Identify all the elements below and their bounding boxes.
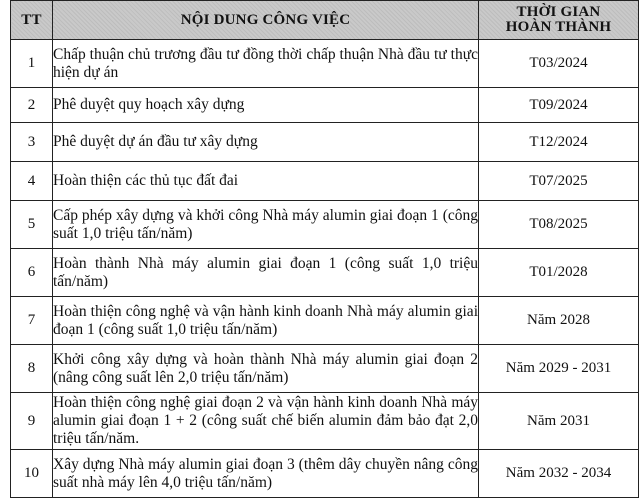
header-time-line1: THỜI GIAN bbox=[516, 4, 601, 20]
row-time: Năm 2029 - 2031 bbox=[479, 345, 639, 393]
table-row bbox=[11, 393, 639, 450]
table-row bbox=[11, 201, 639, 249]
table-row bbox=[11, 345, 639, 393]
row-number: 4 bbox=[11, 162, 53, 201]
row-time: T12/2024 bbox=[479, 123, 639, 162]
table-row bbox=[11, 249, 639, 297]
row-number: 6 bbox=[11, 249, 53, 297]
row-content: Hoàn thành Nhà máy alumin giai đoạn 1 (công suất 1,0 triệu tấn/năm) bbox=[53, 249, 479, 297]
row-number: 1 bbox=[11, 40, 53, 88]
header-content: NỘI DUNG CÔNG VIỆC bbox=[53, 1, 479, 40]
row-time: T09/2024 bbox=[479, 88, 639, 123]
table-row bbox=[11, 450, 639, 498]
row-content: Chấp thuận chủ trương đầu tư đồng thời chấp thuận Nhà đầu tư thực hiện dự án bbox=[53, 40, 479, 88]
row-content: Phê duyệt quy hoạch xây dựng bbox=[53, 88, 479, 123]
row-time: T01/2028 bbox=[479, 249, 639, 297]
table-row bbox=[11, 123, 639, 162]
table-row bbox=[11, 162, 639, 201]
row-content: Cấp phép xây dựng và khởi công Nhà máy alumin giai đoạn 1 (công suất 1,0 triệu tấn/năm) bbox=[53, 201, 479, 249]
row-number: 10 bbox=[11, 450, 53, 498]
header-tt: TT bbox=[11, 1, 53, 40]
row-number: 7 bbox=[11, 297, 53, 345]
row-time: T08/2025 bbox=[479, 201, 639, 249]
table-row bbox=[11, 88, 639, 123]
row-content: Khởi công xây dựng và hoàn thành Nhà máy alumin giai đoạn 2 (nâng công suất lên 2,0 triệu tấn/năm) bbox=[53, 345, 479, 393]
row-time: Năm 2031 bbox=[479, 393, 639, 450]
row-content: Hoàn thiện công nghệ giai đoạn 2 và vận hành kinh doanh Nhà máy alumin giai đoạn 1 + 2 (công suất chế biến alumin đảm bảo đạt 2,0 triệu tấn/năm. bbox=[53, 393, 479, 450]
row-number: 9 bbox=[11, 393, 53, 450]
row-number: 5 bbox=[11, 201, 53, 249]
table-row bbox=[11, 40, 639, 88]
table-header-row bbox=[11, 1, 639, 40]
row-time: Năm 2032 - 2034 bbox=[479, 450, 639, 498]
header-time bbox=[479, 1, 639, 40]
row-content: Hoàn thiện các thủ tục đất đai bbox=[53, 162, 479, 201]
row-number: 8 bbox=[11, 345, 53, 393]
row-content: Phê duyệt dự án đầu tư xây dựng bbox=[53, 123, 479, 162]
row-time: Năm 2028 bbox=[479, 297, 639, 345]
table-row bbox=[11, 297, 639, 345]
row-content: Hoàn thiện công nghệ và vận hành kinh doanh Nhà máy alumin giai đoạn 1 (công suất 1,0 triệu tấn/năm) bbox=[53, 297, 479, 345]
row-time: T07/2025 bbox=[479, 162, 639, 201]
schedule-table bbox=[10, 0, 639, 498]
row-content: Xây dựng Nhà máy alumin giai đoạn 3 (thêm dây chuyền nâng công suất nhà máy lên 4,0 triệu tấn/năm) bbox=[53, 450, 479, 498]
row-number: 3 bbox=[11, 123, 53, 162]
row-number: 2 bbox=[11, 88, 53, 123]
row-time: T03/2024 bbox=[479, 40, 639, 88]
header-time-line2: HOÀN THÀNH bbox=[505, 19, 612, 35]
